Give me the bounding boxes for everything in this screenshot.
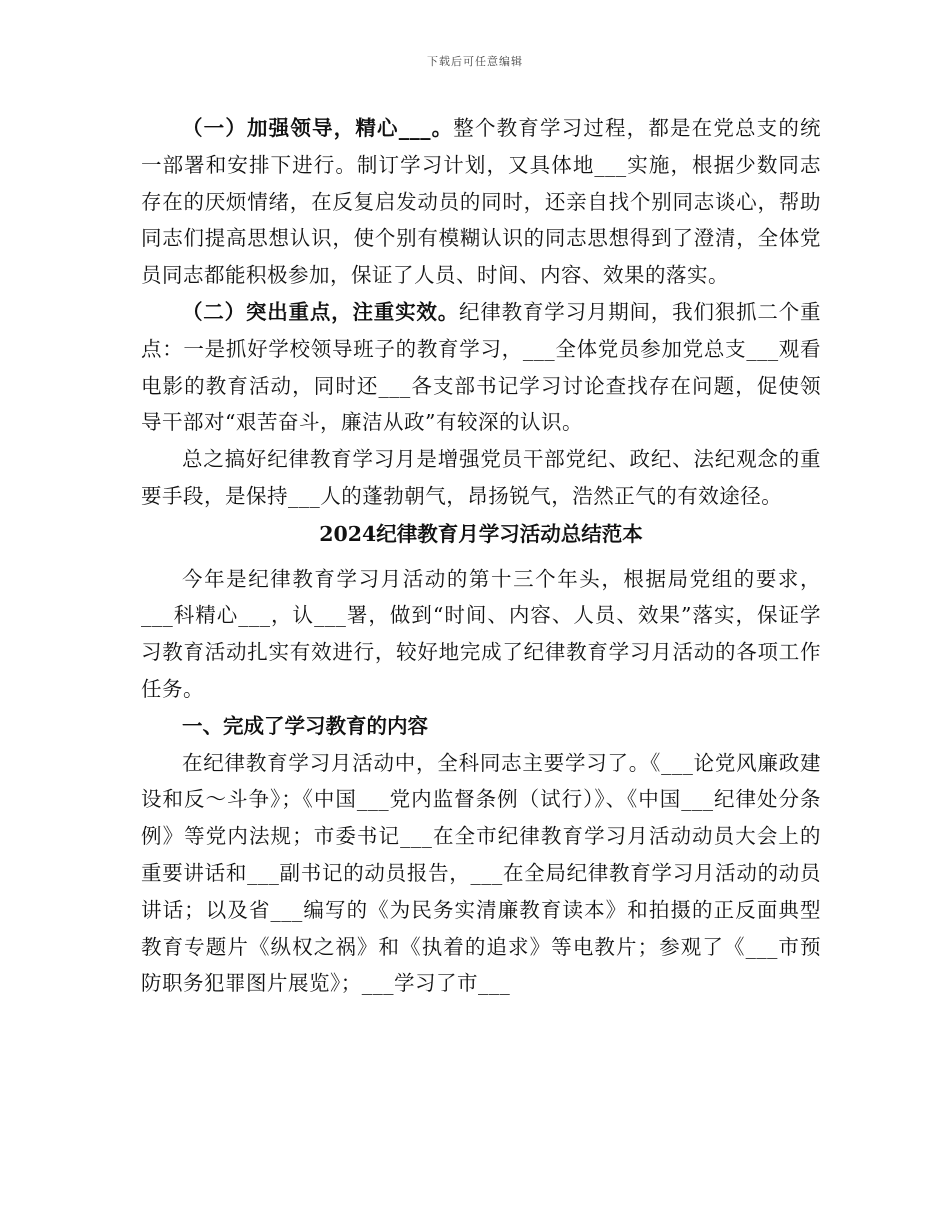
- paragraph-text: 纪律教育学习月期间，我们狠抓二个重点：一是抓好学校领导班子的教育学习，___全体党员参加党总支___观看电影的教育活动，同时还___各支部书记学习讨论查找存在问题，促使领导干部对“艰苦奋斗，廉洁从政”有较深的认识。: [141, 299, 822, 435]
- section-heading: 一、完成了学习教育的内容: [182, 713, 428, 738]
- paragraph-study-content: 在纪律教育学习月活动中，全科同志主要学习了。《___论党风廉政建设和反～斗争》；《中国___党内监督条例（试行）》、《中国___纪律处分条例》等党内法规；市委书记___在全市纪律教育学习月活动动员大会上的重要讲话和___副书记的动员报告，___在全局纪律教育学习月活动的动员讲话；以及省___编写的《为民务实清廉教育读本》和拍摄的正反面典型教育专题片《纵权之祸》和《执着的追求》等电教片；参观了《___市预防职务犯罪图片展览》；___学习了市___: [141, 750, 821, 996]
- document-body: [141, 110, 821, 1002]
- paragraph-highlight-focus: [141, 294, 821, 441]
- page-header: 下载后可任意编辑: [427, 55, 523, 68]
- paragraph-conclusion: 总之搞好纪律教育学习月是增强党员干部党纪、政纪、法纪观念的重要手段，是保持___人的蓬勃朝气，昂扬锐气，浩然正气的有效途径。: [141, 447, 821, 508]
- paragraph-text: 整个教育学习过程，都是在党总支的统一部署和安排下进行。制订学习计划，又具体地___实施，根据少数同志存在的厌烦情绪，在反复启发动员的同时，还亲自找个别同志谈心，帮助同志们提高思想认识，使个别有模糊认识的同志思想得到了澄清，全体党员同志都能积极参加，保证了人员、时间、内容、效果的落实。: [141, 116, 822, 288]
- document-title: 2024纪律教育月学习活动总结范本: [319, 521, 643, 546]
- paragraph-intro: 今年是纪律教育学习月活动的第十三个年头，根据局党组的要求，___科精心___，认___署，做到“时间、内容、人员、效果”落实，保证学习教育活动扎实有效进行，较好地完成了纪律教育学习月活动的各项工作任务。: [141, 566, 821, 701]
- paragraph-lead: （二）突出重点，注重实效。: [182, 299, 460, 324]
- paragraph-lead: （一）加强领导，精心___。: [182, 116, 454, 140]
- paragraph-strengthen-leadership: [141, 110, 821, 294]
